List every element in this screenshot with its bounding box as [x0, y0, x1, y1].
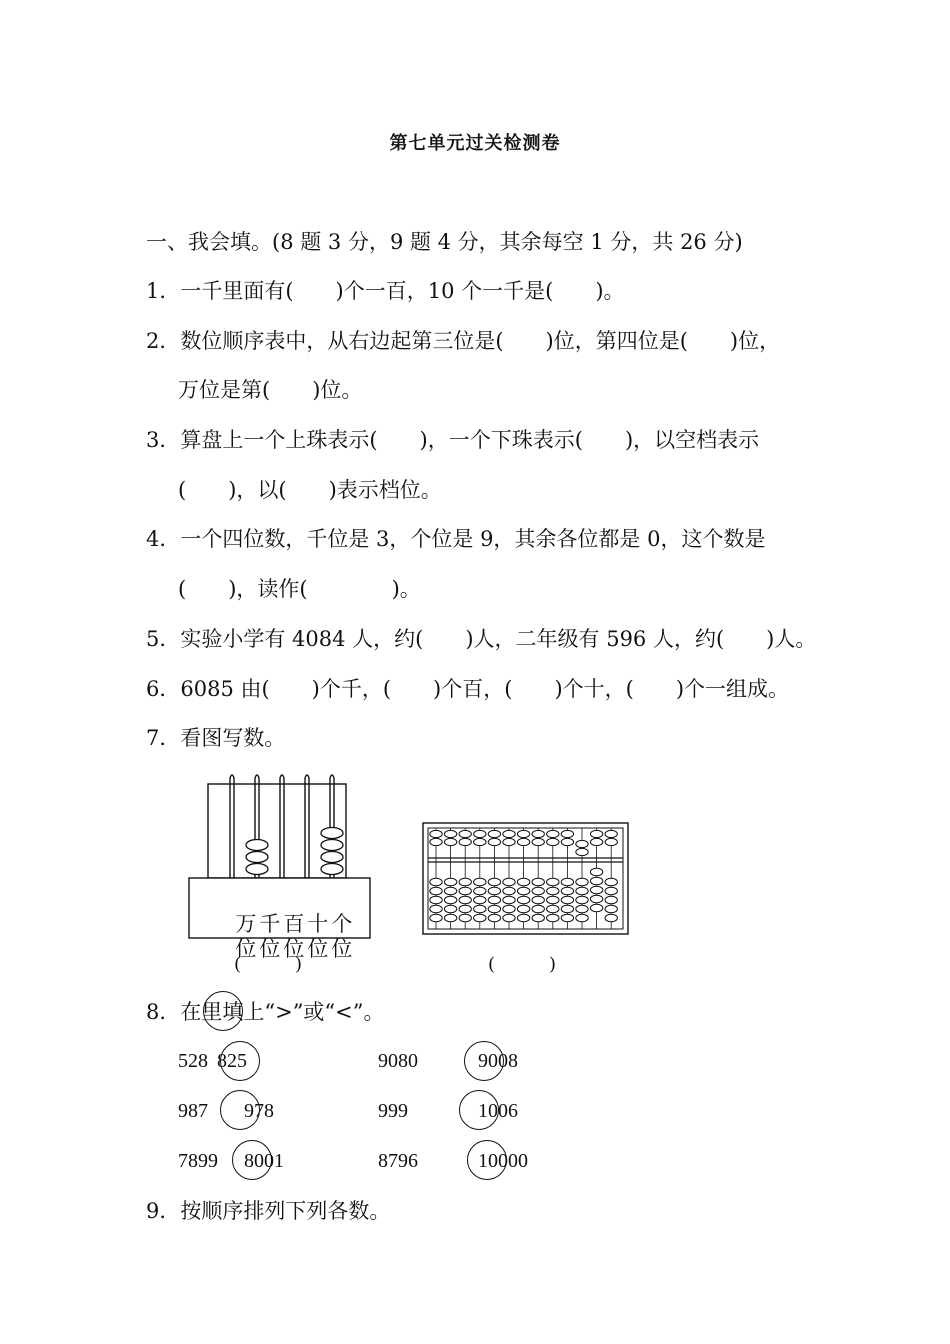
- abacus-answer[interactable]: ( ): [488, 954, 557, 975]
- q8-left-1: 528: [178, 1050, 208, 1072]
- abacus-upper-bead: [605, 838, 617, 845]
- abacus-upper-bead: [503, 830, 515, 837]
- abacus-lower-bead: [503, 896, 515, 904]
- abacus-lower-bead: [430, 878, 442, 886]
- abacus-lower-bead: [444, 896, 456, 904]
- abacus-lower-bead: [605, 905, 617, 913]
- q8-left-3: 987: [178, 1100, 208, 1122]
- abacus-lower-bead: [532, 887, 544, 895]
- page-title: 第七单元过关检测卷: [389, 133, 561, 154]
- abacus-lower-bead: [503, 878, 515, 886]
- abacus-lower-bead: [517, 914, 529, 922]
- label-qian: 千: [259, 912, 284, 936]
- question-6: 6．6085 由( )个千，( )个百，( )个十，( )个一组成。: [146, 677, 790, 701]
- abacus-upper-bead: [532, 838, 544, 845]
- question-2-line-1: 2．数位顺序表中，从右边起第三位是( )位，第四位是( )位，: [146, 329, 781, 353]
- q8-right-5: 8001: [244, 1150, 284, 1172]
- label-wei: 位: [331, 937, 356, 961]
- question-1: 1．一千里面有( )个一百，10 个一千是( )。: [146, 279, 625, 303]
- abacus-lower-bead: [561, 914, 573, 922]
- abacus-lower-bead: [459, 896, 471, 904]
- question-4-line-1: 4．一个四位数，千位是 3，个位是 9，其余各位都是 0，这个数是: [146, 527, 766, 551]
- abacus-lower-bead: [503, 905, 515, 913]
- abacus-lower-bead: [561, 905, 573, 913]
- abacus-lower-bead: [444, 905, 456, 913]
- question-5: 5．实验小学有 4084 人，约( )人，二年级有 596 人，约( )人。: [146, 627, 817, 651]
- abacus-upper-bead: [547, 838, 559, 845]
- abacus-figure: [422, 822, 630, 936]
- abacus-lower-bead: [605, 896, 617, 904]
- abacus-lower-bead: [474, 896, 486, 904]
- abacus-upper-bead: [488, 830, 500, 837]
- abacus-lower-bead: [532, 896, 544, 904]
- abacus-upper-bead: [517, 830, 529, 837]
- q8-right-3: 978: [244, 1100, 274, 1122]
- q8-right-1: 825: [217, 1050, 247, 1072]
- abacus-lower-bead: [488, 905, 500, 913]
- q8-left-6: 8796: [378, 1150, 418, 1172]
- abacus-lower-bead: [590, 886, 602, 894]
- abacus-lower-bead: [474, 878, 486, 886]
- abacus-lower-bead: [444, 914, 456, 922]
- abacus-lower-bead: [590, 868, 602, 876]
- abacus-lower-bead: [605, 914, 617, 922]
- abacus-lower-bead: [576, 905, 588, 913]
- q8-left-5: 7899: [178, 1150, 218, 1172]
- abacus-lower-bead: [561, 878, 573, 886]
- abacus-upper-bead: [444, 838, 456, 845]
- abacus-lower-bead: [474, 914, 486, 922]
- abacus-lower-bead: [561, 887, 573, 895]
- abacus-upper-bead: [576, 840, 588, 847]
- abacus-lower-bead: [459, 905, 471, 913]
- abacus-lower-bead: [590, 904, 602, 912]
- abacus-lower-bead: [576, 878, 588, 886]
- abacus-lower-bead: [517, 878, 529, 886]
- abacus-lower-bead: [517, 887, 529, 895]
- label-wei: 位: [259, 937, 284, 961]
- abacus-lower-bead: [430, 914, 442, 922]
- abacus-lower-bead: [547, 896, 559, 904]
- question-3-line-1: 3．算盘上一个上珠表示( )，一个下珠表示( )，以空档表示: [146, 428, 760, 452]
- section-heading: 一、我会填。(8 题 3 分，9 题 4 分，其余每空 1 分，共 26 分): [146, 230, 743, 254]
- abacus-upper-bead: [561, 838, 573, 845]
- label-wei: 位: [307, 937, 332, 961]
- q8-right-6: 10000: [478, 1150, 528, 1172]
- abacus-upper-bead: [474, 838, 486, 845]
- abacus-upper-bead: [590, 838, 602, 845]
- abacus-upper-bead: [532, 830, 544, 837]
- abacus-lower-bead: [590, 895, 602, 903]
- abacus-lower-bead: [576, 896, 588, 904]
- abacus-lower-bead: [430, 887, 442, 895]
- abacus-upper-bead: [459, 830, 471, 837]
- abacus-lower-bead: [430, 896, 442, 904]
- abacus-lower-bead: [517, 896, 529, 904]
- label-shi: 十: [307, 912, 332, 936]
- abacus-lower-bead: [459, 887, 471, 895]
- compare-circle: [203, 991, 243, 1031]
- abacus-upper-bead: [430, 838, 442, 845]
- abacus-lower-bead: [547, 914, 559, 922]
- abacus-lower-bead: [474, 905, 486, 913]
- counting-frame-answer[interactable]: ( ): [234, 954, 303, 975]
- abacus-lower-bead: [474, 887, 486, 895]
- abacus-lower-bead: [459, 878, 471, 886]
- abacus-lower-bead: [590, 877, 602, 885]
- abacus-lower-bead: [576, 887, 588, 895]
- abacus-lower-bead: [576, 914, 588, 922]
- abacus-upper-bead: [605, 830, 617, 837]
- abacus-lower-bead: [605, 887, 617, 895]
- abacus-upper-bead: [430, 830, 442, 837]
- question-3-line-2: ( )，以( )表示档位。: [178, 478, 442, 502]
- abacus-lower-bead: [532, 914, 544, 922]
- abacus-lower-bead: [444, 878, 456, 886]
- abacus-upper-bead: [488, 838, 500, 845]
- q8-right-4: 1006: [478, 1100, 518, 1122]
- abacus-upper-bead: [576, 848, 588, 855]
- abacus-lower-bead: [547, 878, 559, 886]
- abacus-lower-bead: [488, 896, 500, 904]
- abacus-upper-bead: [459, 838, 471, 845]
- abacus-lower-bead: [444, 887, 456, 895]
- abacus-upper-bead: [590, 830, 602, 837]
- abacus-upper-bead: [561, 830, 573, 837]
- label-wan: 万: [235, 912, 260, 936]
- abacus-upper-bead: [474, 830, 486, 837]
- question-9: 9．按顺序排列下列各数。: [146, 1199, 391, 1223]
- q8-left-4: 999: [378, 1100, 408, 1122]
- label-wei: 位: [235, 937, 260, 961]
- label-wei: 位: [283, 937, 308, 961]
- label-bai: 百: [283, 912, 308, 936]
- abacus-lower-bead: [547, 905, 559, 913]
- question-8: 8．在里填上“>”或“<”。: [146, 1000, 385, 1024]
- q8-right-2: 9008: [478, 1050, 518, 1072]
- abacus-lower-bead: [517, 905, 529, 913]
- abacus-lower-bead: [488, 887, 500, 895]
- abacus-lower-bead: [561, 896, 573, 904]
- abacus-lower-bead: [605, 878, 617, 886]
- question-2-line-2: 万位是第( )位。: [178, 378, 363, 402]
- abacus-lower-bead: [503, 914, 515, 922]
- abacus-lower-bead: [430, 905, 442, 913]
- abacus-upper-bead: [517, 838, 529, 845]
- abacus-lower-bead: [459, 914, 471, 922]
- abacus-lower-bead: [532, 878, 544, 886]
- abacus-lower-bead: [488, 878, 500, 886]
- abacus-lower-bead: [503, 887, 515, 895]
- abacus-lower-bead: [547, 887, 559, 895]
- abacus-upper-bead: [503, 838, 515, 845]
- abacus-lower-bead: [488, 914, 500, 922]
- q8-left-2: 9080: [378, 1050, 418, 1072]
- question-4-line-2: ( )，读作( )。: [178, 577, 421, 601]
- abacus-upper-bead: [547, 830, 559, 837]
- abacus-lower-bead: [532, 905, 544, 913]
- label-ge: 个: [331, 912, 356, 936]
- abacus-upper-bead: [444, 830, 456, 837]
- question-7: 7．看图写数。: [146, 726, 286, 750]
